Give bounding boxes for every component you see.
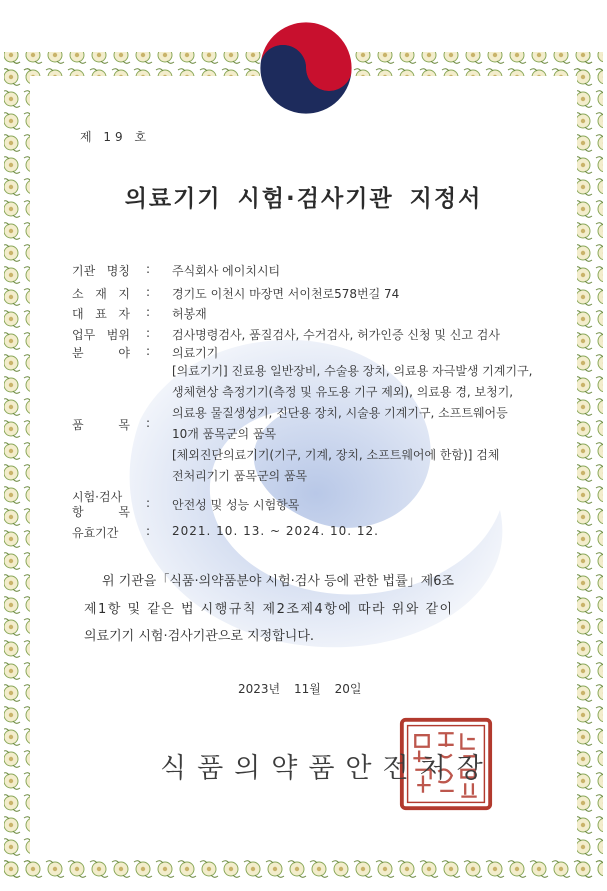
- colon: :: [146, 326, 151, 340]
- colon: :: [146, 262, 151, 276]
- address-value: 경기도 이천시 마장면 서이천로578번길 74: [172, 287, 400, 301]
- government-emblem-icon: [258, 20, 354, 116]
- colon: :: [146, 305, 151, 319]
- statement-line: 제1항 및 같은 법 시행규칙 제2조제4항에 따라 위와 같이: [84, 602, 454, 617]
- colon: :: [146, 496, 151, 510]
- business-scope-label: 업무 범위: [72, 328, 130, 342]
- colon: :: [146, 416, 151, 430]
- colon: :: [146, 344, 151, 358]
- field-value: 의료기기: [172, 346, 219, 360]
- colon: :: [146, 524, 151, 538]
- items-label: 품 목: [72, 418, 130, 432]
- institution-name-label: 기관 명칭: [72, 264, 130, 278]
- validity-label: 유효기간: [72, 526, 119, 540]
- items-line: [체외진단의료기기(기구, 기계, 장치, 소프트웨어에 한함)] 검체: [172, 448, 500, 462]
- certificate-title: 의료기기 시험·검사기관 지정서: [124, 186, 483, 212]
- business-scope-value: 검사명령검사, 품질검사, 수거검사, 허가인증 신청 및 신고 검사: [172, 328, 500, 342]
- items-list: [172, 361, 533, 487]
- validity-value: 2021. 10. 13. ~ 2024. 10. 12.: [172, 524, 379, 538]
- items-line: 10개 품목군의 품목: [172, 427, 277, 441]
- items-line: [의료기기] 진료용 일반장비, 수술용 장치, 의료용 자극발생 기계기구,: [172, 364, 533, 378]
- items-line: 생체현상 측정기기(측정 및 유도용 기구 제외), 의료용 경, 보청기,: [172, 385, 514, 399]
- statement-line: 위 기관을「식품·의약품분야 시험·검사 등에 관한 법률」제6조: [102, 574, 455, 589]
- field-label: 분 야: [72, 346, 130, 360]
- items-line: 의료용 물질생성기, 진단용 장치, 시술용 기계기구, 소프트웨어등: [172, 406, 508, 420]
- test-items-label-line1: 시험·검사: [72, 490, 123, 504]
- issuer-name: 식품의약품안전처장: [160, 753, 494, 784]
- test-items-label-line2: 항 목: [72, 505, 130, 519]
- representative-value: 허봉재: [172, 307, 207, 321]
- issue-date: 2023년 11월 20일: [238, 682, 362, 696]
- items-line: 전처리기기 품목군의 품목: [172, 469, 308, 483]
- institution-name-value: 주식회사 에이치시티: [172, 264, 281, 278]
- test-items-value: 안전성 및 성능 시험항목: [172, 498, 300, 512]
- certificate-number: 제 19 호: [80, 130, 151, 144]
- address-label: 소 재 지: [72, 287, 130, 301]
- colon: :: [146, 285, 151, 299]
- statement-line: 의료기기 시험·검사기관으로 지정합니다.: [84, 629, 315, 644]
- representative-label: 대 표 자: [72, 307, 130, 321]
